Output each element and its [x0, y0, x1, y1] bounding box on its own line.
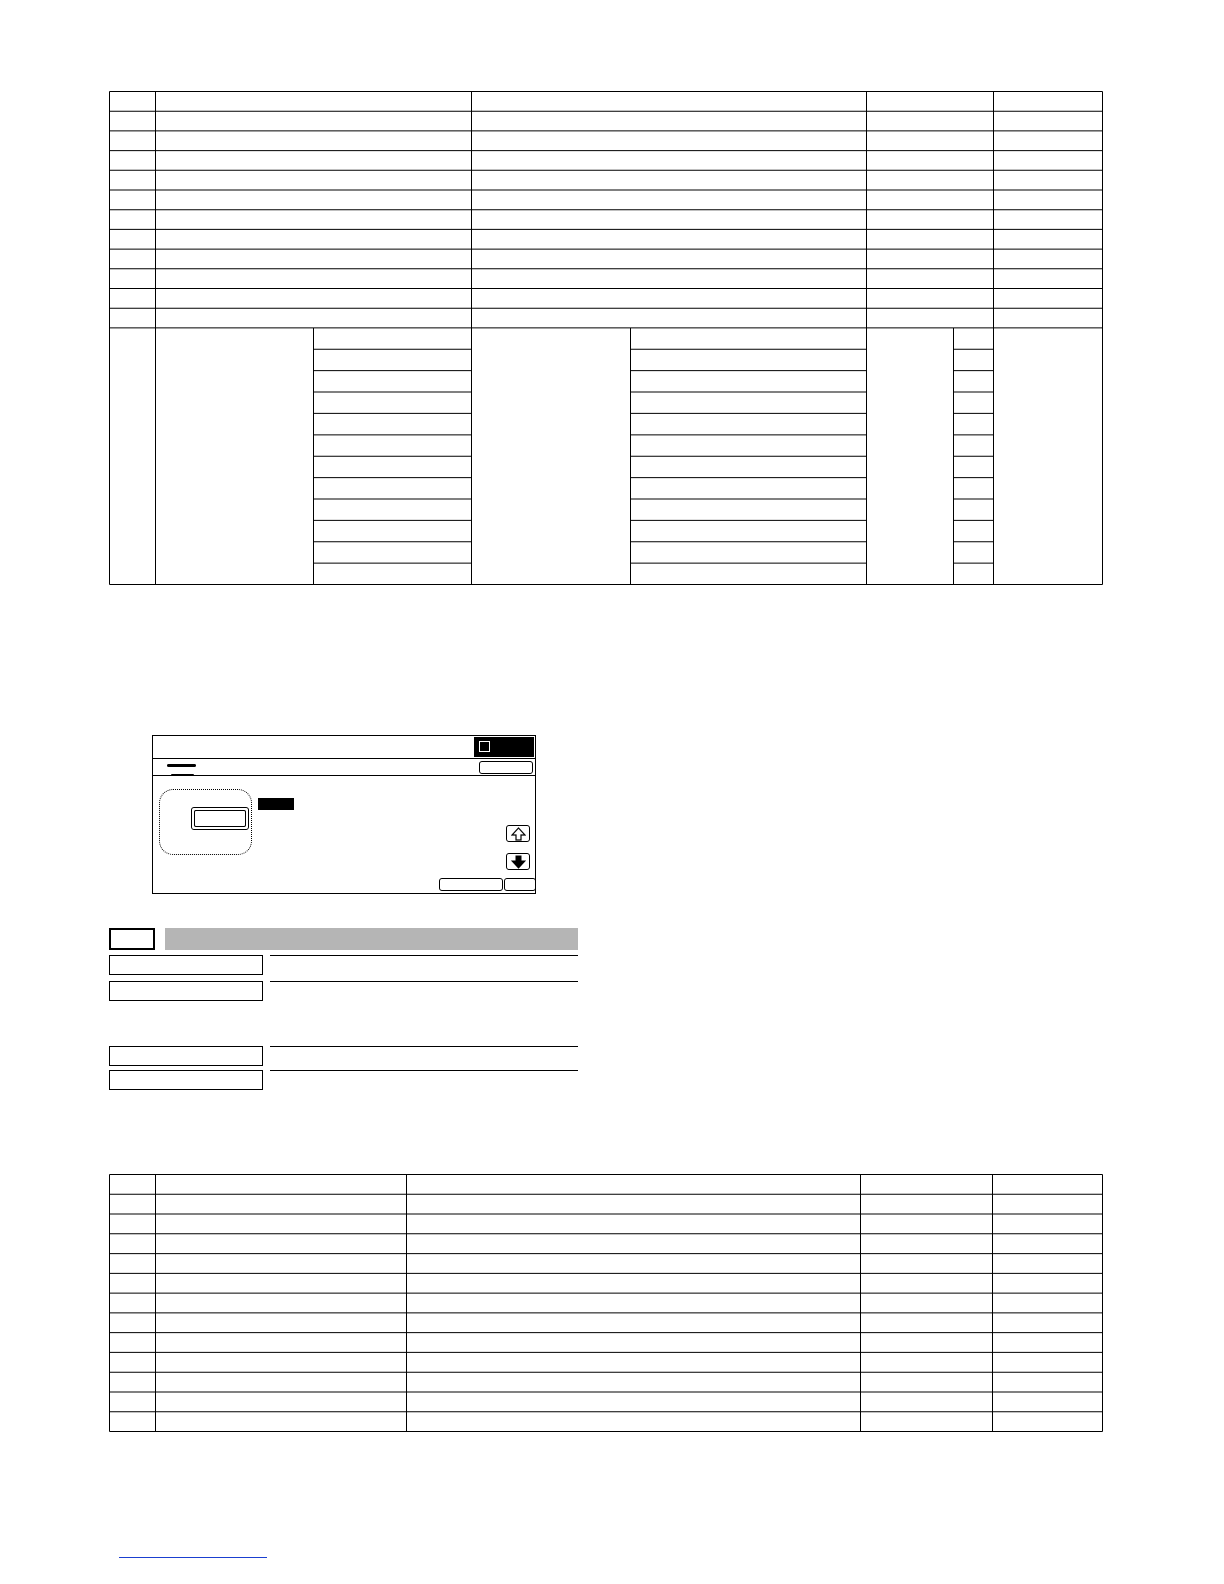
label-box-2 — [109, 981, 263, 1001]
copy-icon — [479, 741, 490, 752]
execute-button[interactable] — [439, 878, 503, 891]
label-line-2 — [270, 981, 578, 982]
scroll-down-button[interactable] — [506, 853, 530, 870]
label-box-1 — [109, 955, 263, 975]
label-line-1 — [270, 955, 578, 956]
screen-title-divider — [153, 758, 535, 759]
label-line-4 — [270, 1070, 578, 1071]
tab-indicator — [167, 764, 196, 767]
control-panel-screen — [152, 735, 536, 894]
label-box-4 — [109, 1070, 263, 1090]
selected-item-highlight — [258, 798, 294, 810]
arrow-down-icon — [511, 855, 526, 869]
ok-button[interactable] — [479, 761, 533, 774]
top-table — [0, 0, 1224, 600]
back-button[interactable] — [504, 878, 536, 891]
section-header-bar — [165, 928, 578, 950]
tab-indicator-secondary — [171, 774, 194, 776]
scroll-up-button[interactable] — [506, 825, 530, 842]
label-box-3 — [109, 1046, 263, 1066]
arrow-up-icon — [511, 827, 526, 841]
setting-value-field[interactable] — [191, 807, 249, 830]
footer-link-underline[interactable] — [119, 1557, 267, 1558]
label-line-3 — [270, 1046, 578, 1047]
section-badge — [109, 928, 155, 950]
screen-header-divider — [153, 775, 535, 776]
copy-mode-tab[interactable] — [474, 737, 534, 757]
